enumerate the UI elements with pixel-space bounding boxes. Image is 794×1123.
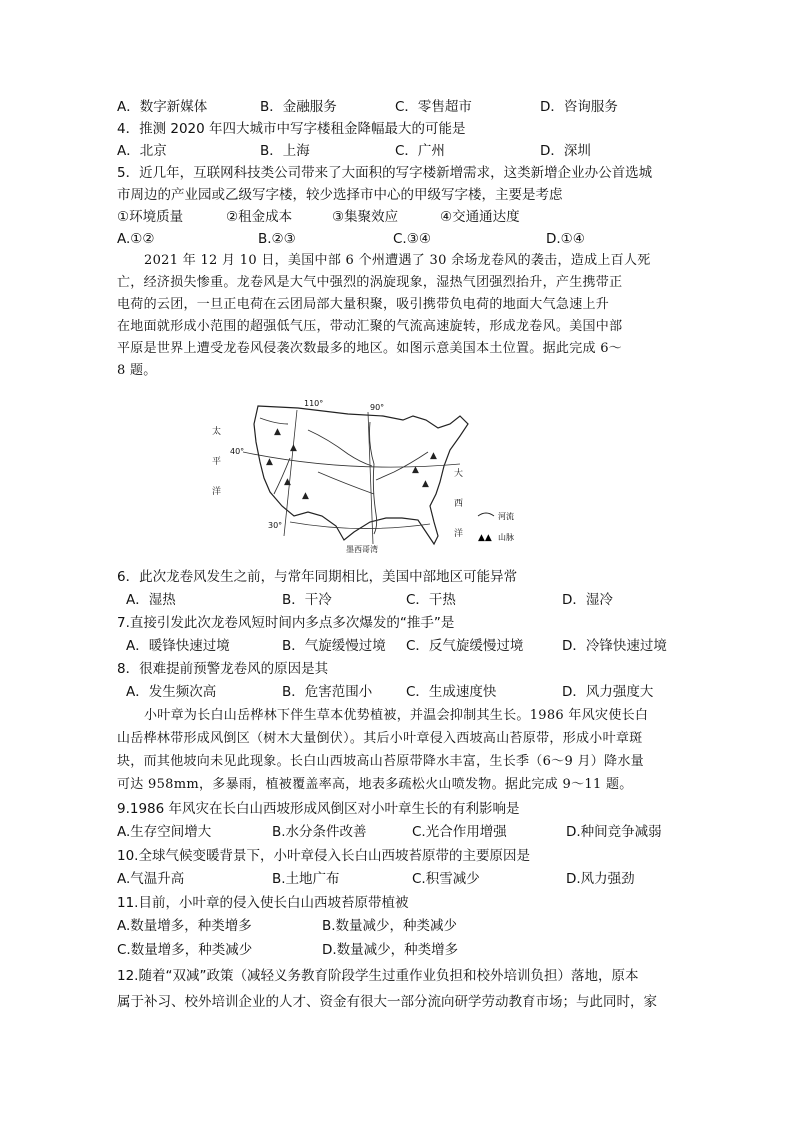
- q7-option-c: C．反气旋缓慢过境: [406, 638, 524, 654]
- q12-line2: 属于补习、校外培训企业的人才、资金有很大一部分流向研学劳动教育市场；与此同时，家: [117, 994, 657, 1010]
- q5-factor-2: ②租金成本: [226, 209, 293, 225]
- legend-river-label: 河流: [498, 512, 514, 521]
- q5-option-c: C.③④: [393, 231, 431, 247]
- passage1-line2: 亡，经济损失惨重。龙卷风是大气中强烈的涡旋现象，湿热气团强烈抬升，产生携带正: [117, 275, 623, 290]
- q10-option-a: A.气温升高: [117, 871, 185, 887]
- gulf-label: 墨西哥湾: [346, 545, 378, 554]
- q5-option-b: B.②③: [258, 231, 296, 247]
- rivers: [260, 418, 428, 534]
- q9-option-a: A.生存空间增大: [117, 824, 212, 840]
- river-missouri: [308, 430, 372, 466]
- q11-option-d: D.数量减少，种类增多: [322, 942, 459, 958]
- map-legend: [478, 511, 514, 543]
- usa-map: [198, 394, 528, 564]
- q8-option-d: D．风力强度大: [562, 684, 654, 700]
- q3-option-b: B．金融服务: [260, 99, 337, 115]
- passage1-line4: 在地面就形成小范围的超强低气压，带动汇聚的气流高速旋转，形成龙卷风。美国中部: [117, 319, 623, 334]
- q11-option-b: B.数量减少，种类减少: [322, 918, 458, 934]
- q10-stem: 10.全球气候变暖背景下，小叶章侵入长白山西坡苔原带的主要原因是: [117, 848, 530, 864]
- river-arkansas: [318, 472, 374, 494]
- meridian-90: [368, 412, 373, 544]
- lat-label-30: 30°: [268, 521, 283, 530]
- river-ohio: [376, 452, 428, 480]
- pacific-char-3: 洋: [212, 487, 222, 497]
- q8-stem: 8．很难提前预警龙卷风的原因是其: [117, 661, 329, 677]
- mountain-icon: ▲: [284, 477, 291, 487]
- lon-label-90: 90°: [370, 403, 385, 412]
- q10-option-d: D.风力强劲: [566, 871, 635, 887]
- q5-stem-line1: 5．近几年，互联网科技类公司带来了大面积的写字楼新增需求，这类新增企业办公首选城: [117, 165, 653, 181]
- q8-option-a: A．发生频次高: [126, 684, 217, 700]
- q8-option-b: B．危害范围小: [282, 684, 373, 700]
- q5-factor-3: ③集聚效应: [332, 209, 399, 225]
- passage2-line3: 块，而其他坡向未见此现象。长白山西坡高山苔原带降水丰富，生长季（6～9 月）降水量: [117, 754, 644, 769]
- q9-option-d: D.种间竞争减弱: [566, 824, 662, 840]
- mountain-icon: ▲: [422, 479, 429, 489]
- q11-option-c: C.数量增多，种类减少: [117, 942, 253, 958]
- q3-option-c: C．零售超市: [395, 99, 472, 115]
- q8-option-c: C．生成速度快: [406, 684, 497, 700]
- passage1-line5: 平原是世界上遭受龙卷风侵袭次数最多的地区。如图示意美国本土位置。据此完成 6～: [117, 341, 623, 356]
- q4-option-a: A．北京: [117, 143, 167, 159]
- mountain-icon: ▲: [430, 451, 437, 461]
- q5-factor-1: ①环境质量: [117, 209, 184, 225]
- pacific-char-1: 太: [212, 427, 222, 437]
- passage1-line3: 电荷的云团，一旦正电荷在云团局部大量积聚，吸引携带负电荷的地面大气急速上升: [117, 297, 610, 312]
- river-columbia: [260, 418, 288, 424]
- q5-stem-line2: 市周边的产业园或乙级写字楼，较少选择市中心的甲级写字楼，主要是考虑: [117, 187, 563, 203]
- q6-stem: 6．此次龙卷风发生之前，与常年同期相比，美国中部地区可能异常: [117, 569, 518, 585]
- q3-option-a: A．数字新媒体: [117, 99, 208, 115]
- q11-stem: 11.目前，小叶章的侵入使长白山西坡苔原带植被: [117, 895, 409, 911]
- river-colorado: [274, 458, 290, 494]
- q7-stem: 7.直接引发此次龙卷风短时间内多点多次爆发的“推手”是: [117, 615, 455, 631]
- parallel-40: [243, 452, 460, 467]
- q6-option-d: D．湿冷: [562, 592, 613, 608]
- passage1-line6: 8 题。: [117, 363, 157, 378]
- q9-option-b: B.水分条件改善: [272, 824, 367, 840]
- q4-stem: 4．推测 2020 年四大城市中写字楼租金降幅最大的可能是: [117, 121, 466, 137]
- q6-option-c: C．干热: [406, 592, 456, 608]
- meridian-110: [284, 410, 297, 536]
- q10-option-b: B.土地广布: [272, 871, 340, 887]
- q9-stem: 9.1986 年风灾在长白山西坡形成风倒区对小叶章生长的有利影响是: [117, 801, 520, 817]
- river-legend-icon: [478, 513, 494, 516]
- legend-mountain-label: 山脉: [498, 533, 514, 542]
- mountain-icon: ▲: [274, 427, 281, 437]
- passage1-line1: 2021 年 12 月 10 日，美国中部 6 个州遭遇了 30 余场龙卷风的袭击，造成上百人死: [144, 253, 651, 268]
- q9-option-c: C.光合作用增强: [412, 824, 507, 840]
- q12-line1: 12.随着“双减”政策（减轻义务教育阶段学生过重作业负担和校外培训负担）落地，原本: [117, 968, 639, 984]
- lat-label-40: 40°: [230, 447, 245, 456]
- mountain-icon: ▲: [302, 491, 309, 501]
- q7-option-a: A．暖锋快速过境: [126, 638, 230, 654]
- q10-option-c: C.积雪减少: [412, 871, 480, 887]
- lon-label-110: 110°: [304, 399, 324, 408]
- mountain-icon: ▲: [412, 465, 419, 475]
- mountain-icon: ▲: [266, 457, 273, 467]
- atlantic-char-2: 西: [454, 499, 464, 509]
- q6-option-b: B．干冷: [282, 592, 332, 608]
- usa-outline: [254, 406, 468, 544]
- q4-option-b: B．上海: [260, 143, 310, 159]
- q3-option-d: D．咨询服务: [540, 99, 618, 115]
- atlantic-char-3: 洋: [454, 529, 464, 539]
- passage2-line4: 可达 958mm，多暴雨，植被覆盖率高，地表多疏松火山喷发物。据此完成 9～11 题。: [117, 777, 633, 792]
- q5-option-d: D.①④: [546, 231, 585, 247]
- atlantic-char-1: 大: [454, 469, 464, 479]
- passage2-line2: 山岳桦林带形成风倒区（树木大量倒伏）。其后小叶章侵入西坡高山苔原带，形成小叶章斑: [117, 731, 643, 746]
- q11-option-a: A.数量增多，种类增多: [117, 918, 252, 934]
- mountain-icon: ▲: [290, 443, 297, 453]
- q6-option-a: A．湿热: [126, 592, 176, 608]
- q4-option-c: C．广州: [395, 143, 445, 159]
- q7-option-b: B．气旋缓慢过境: [282, 638, 386, 654]
- q4-option-d: D．深圳: [540, 143, 591, 159]
- mountain-legend-icon: ▲▲: [478, 533, 492, 543]
- passage2-line1: 小叶章为长白山岳桦林下伴生草本优势植被，并温会抑制其生长。1986 年风灾使长白: [144, 708, 649, 723]
- pacific-char-2: 平: [212, 457, 222, 467]
- q5-factor-4: ④交通通达度: [440, 209, 520, 225]
- q7-option-d: D．冷锋快速过境: [562, 638, 667, 654]
- q5-option-a: A.①②: [117, 231, 155, 247]
